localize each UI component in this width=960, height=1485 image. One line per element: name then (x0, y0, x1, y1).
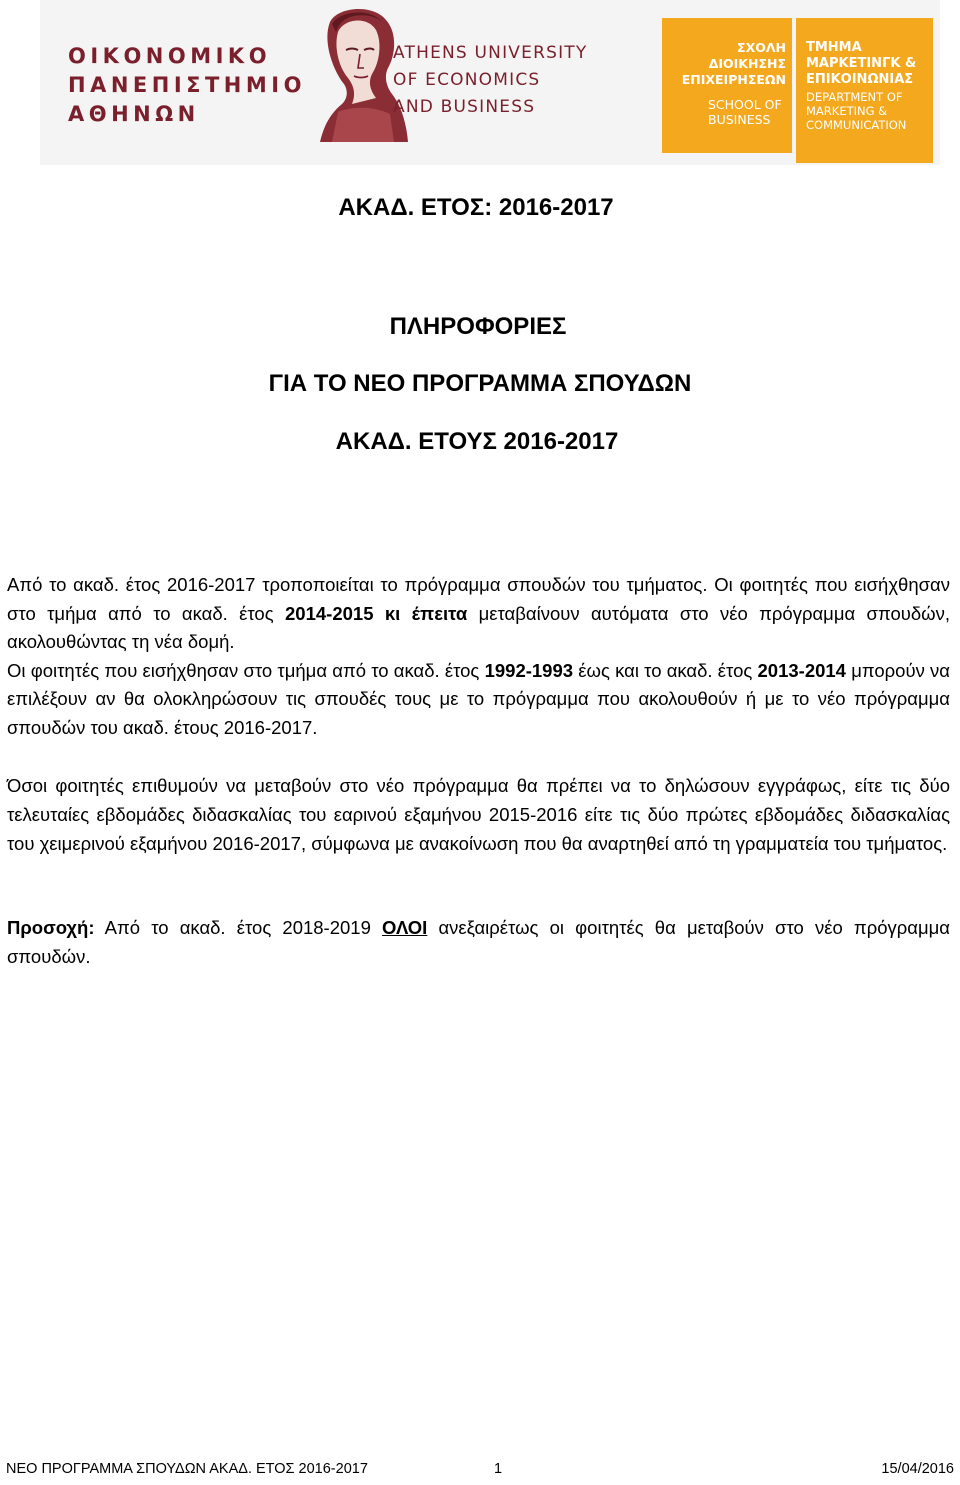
page-footer (6, 1461, 954, 1481)
aueb-english-logo-text: ATHENS UNIVERSITY OF ECONOMICS AND BUSINESS (393, 43, 588, 117)
paragraph-attention: Προσοχή: Από το ακαδ. έτος 2018-2019 ΟΛΟΙ ανεξαιρέτως οι φοιτητές θα μεταβούν στο νέο πρόγραμμα σπουδών. (7, 917, 950, 967)
info-heading: ΠΛΗΡΟΦΟΡΙΕΣ (389, 313, 567, 340)
page-number: 1 (494, 1461, 503, 1477)
footer-date: 15/04/2016 (881, 1461, 954, 1477)
aueb-greek-logo-text: ΟΙΚΟΝΟΜΙΚΟ ΠΑΝΕΠΙΣΤΗΜΙΟ ΑΘΗΝΩΝ (68, 44, 306, 126)
school-of-business-logo: ΣΧΟΛΗ ΔΙΟΙΚΗΣΗΣ ΕΠΙΧΕΙΡΗΣΕΩΝ SCHOOL OF BUSINESS (662, 18, 792, 153)
academic-year-heading: ΑΚΑΔ. ΕΤΟΥΣ 2016-2017 (335, 428, 619, 455)
paragraph-declaration: Όσοι φοιτητές επιθυμούν να μεταβούν στο νέο πρόγραμμα θα πρέπει να το δηλώσουν εγγράφως, είτε τις δύο τελευταίες εβδομάδες διδασκαλίας του εαρινού εξαμήνου 2015-2016 είτε τις δύο πρώτες εβδομάδες διδασκαλίας του χειμερινού εξαμήνου 2016-2017, σύμφωνα με ανακοίνωση που θα αναρτηθεί από τη γραμματεία του τμήματος. (7, 775, 950, 854)
footer-title: ΝΕΟ ΠΡΟΓΡΑΜΜΑ ΣΠΟΥΔΩΝ ΑΚΑΔ. ΕΤΟΣ 2016-2017 (6, 1461, 368, 1477)
academic-year-title: ΑΚΑΔ. ΕΤΟΣ: 2016-2017 (338, 194, 614, 221)
paragraph-transition-rules: Από το ακαδ. έτος 2016-2017 τροποποιείται το πρόγραμμα σπουδών του τμήματος. Οι φοιτητές που εισήχθησαν στο τμήμα από το ακαδ. έτος 2014-2015 κι έπειτα μεταβαίνουν αυτόματα στο νέο πρόγραμμα σπουδών, ακολουθώντας τη νέα δομή. Οι φοιτητές που εισήχθησαν στο τμήμα από το ακαδ. έτος 1992-1993 έως και το ακαδ. έτος 2013-2014 μπορούν να επιλέξουν αν θα ολοκληρώσουν τις σπουδές τους με το πρόγραμμα που ακολουθούν ή με το νέο πρόγραμμα σπουδών του ακαδ. έτους 2016-2017. (7, 574, 951, 738)
header-banner (40, 0, 940, 165)
department-logo: ΤΜΗΜΑ ΜΑΡΚΕΤΙΝΓΚ & ΕΠΙΚΟΙΝΩΝΙΑΣ DEPARTMENT OF MARKETING & COMMUNICATION (796, 18, 933, 163)
program-heading: ΓΙΑ ΤΟ ΝΕΟ ΠΡΟΓΡΑΜΜΑ ΣΠΟΥΔΩΝ (268, 370, 692, 397)
